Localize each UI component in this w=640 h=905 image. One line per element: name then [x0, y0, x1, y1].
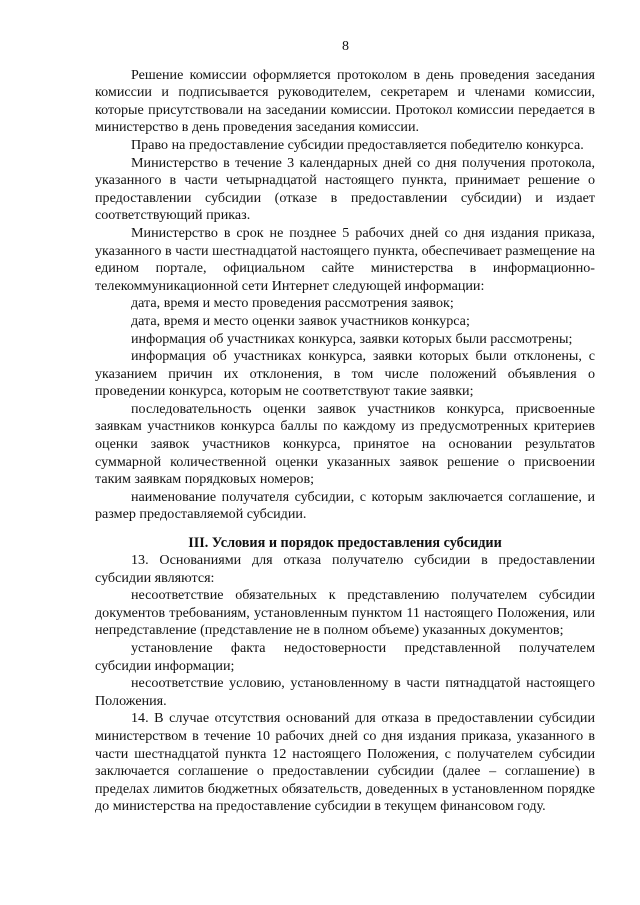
- list-item-evaluation-sequence: последовательность оценки заявок участников конкурса, присвоенные заявкам участников конкурса баллы по каждому из предусмотренных критериев оценки заявок участников конкурса, принятое на основании результатов суммарной количественной оценки указанных заявок решение о присвоении таким заявкам порядковых номеров;: [95, 400, 595, 488]
- paragraph-agreement: 14. В случае отсутствия оснований для отказа в предоставлении субсидии министерством в течение 10 рабочих дней со дня издания приказа, указанного в части шестнадцатой пункта 12 настоящего Положения, с получателем субсидии заключается соглашение о предоставлении субсидии (далее – соглашение) в пределах лимитов бюджетных обязательств, доведенных в установленном порядке до министерства на предоставление субсидии в текущем финансовом году.: [95, 710, 595, 815]
- list-item-rejected-participants: информация об участниках конкурса, заявки которых были отклонены, с указанием причин их отклонения, в том числе положений объявления о проведении конкурса, которым не соответствуют такие заявки;: [95, 348, 595, 400]
- paragraph-refusal-grounds: 13. Основаниями для отказа получателю субсидии в предоставлении субсидии являются:: [95, 552, 595, 586]
- list-item-recipient-name: наименование получателя субсидии, с которым заключается соглашение, и размер предоставляемой субсидии.: [95, 488, 595, 523]
- list-item-evaluation-date: дата, время и место оценки заявок участников конкурса;: [131, 312, 470, 329]
- paragraph-right-to-subsidy: Право на предоставление субсидии предоставляется победителю конкурса.: [131, 136, 584, 153]
- list-item-false-information: установление факта недостоверности представленной получателем субсидии информации;: [95, 640, 595, 674]
- list-item-condition-mismatch: несоответствие условию, установленному в части пятнадцатой настоящего Положения.: [95, 675, 595, 709]
- list-item-review-date: дата, время и место проведения рассмотрения заявок;: [131, 295, 454, 312]
- paragraph-publication: Министерство в срок не позднее 5 рабочих дней со дня издания приказа, указанного в части шестнадцатой настоящего пункта, обеспечивает размещение на едином портале, официальном сайте министерства в информационно-телекоммуникационной сети Интернет следующей информации:: [95, 224, 595, 294]
- section-heading: III. Условия и порядок предоставления субсидии: [188, 535, 502, 552]
- document-page: [95, 38, 595, 816]
- list-item-reviewed-participants: информация об участниках конкурса, заявки которых были рассмотрены;: [131, 330, 573, 347]
- list-item-document-mismatch: несоответствие обязательных к представлению получателем субсидии документов требованиям, установленным пунктом 11 настоящего Положения, или непредставление (представление не в полном объеме) указанных документов;: [95, 587, 595, 639]
- paragraph-commission-decision: Решение комиссии оформляется протоколом в день проведения заседания комиссии и подписывается руководителем, секретарем и членами комиссии, которые присутствовали на заседании комиссии. Протокол комиссии передается в министерство в день проведения заседания комиссии.: [95, 66, 595, 136]
- paragraph-ministry-decision: Министерство в течение 3 календарных дней со дня получения протокола, указанного в части четырнадцатой настоящего пункта, принимает решение о предоставлении субсидии (отказе в предоставлении субсидии) и издает соответствующий приказ.: [95, 154, 595, 224]
- page-number: 8: [342, 39, 349, 54]
